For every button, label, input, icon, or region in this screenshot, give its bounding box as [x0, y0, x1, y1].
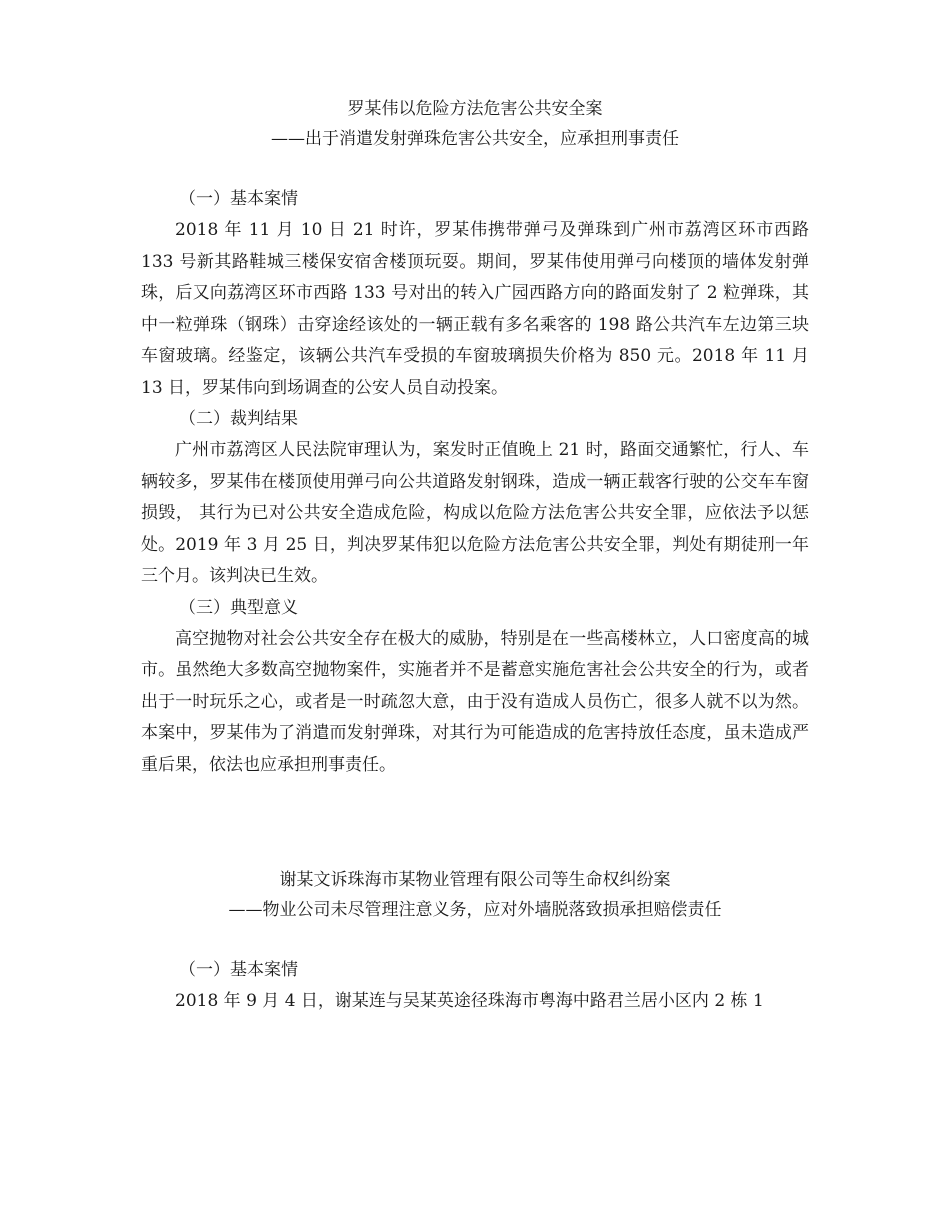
case1-title: 罗某伟以危险方法危害公共安全案 [347, 99, 603, 119]
case2-subtitle: ——物业公司未尽管理注意义务，应对外墙脱落致损承担赔偿责任 [228, 900, 722, 920]
case1-judgment-heading: （二）裁判结果 [179, 409, 298, 429]
case-section-1 [141, 94, 809, 781]
case1-significance-text: 高空抛物对社会公共安全存在极大的威胁，特别是在一些高楼林立，人口密度高的城市。虽然绝大多数高空抛物案件，实施者并不是蓄意实施危害社会公共安全的行为，或者出于一时玩乐之心，或者是一时疏忽大意，由于没有造成人员伤亡，很多人就不以为然。本案中，罗某伟为了消遣而发射弹珠，对其行为可能造成的危害持放任态度，虽未造成严重后果，依法也应承担刑事责任。 [141, 628, 809, 775]
section-spacer [141, 781, 809, 865]
case1-basic-facts-text: 2018 年 11 月 10 日 21 时许，罗某伟携带弹弓及弹珠到广州市荔湾区环市西路 133 号新其路鞋城三楼保安宿舍楼顶玩耍。期间，罗某伟使用弹弓向楼顶的墙体发射弹珠，后又向荔湾区环市西路 133 号对出的转入广园西路方向的路面发射了 2 粒弹珠，其中一粒弹珠（钢珠）击穿途经该处的一辆正载有多名乘客的 198 路公共汽车左边第三块车窗玻璃。经鉴定，该辆公共汽车受损的车窗玻璃损失价格为 850 元。2018 年 11 月 13 日，罗某伟向到场调查的公安人员自动投案。 [141, 220, 809, 398]
case2-basic-facts-heading: （一）基本案情 [179, 960, 298, 980]
document-content [141, 94, 809, 1018]
case1-basic-facts-heading: （一）基本案情 [179, 189, 298, 209]
case1-subtitle: ——出于消遣发射弹珠危害公共安全，应承担刑事责任 [271, 129, 679, 149]
case1-judgment-text: 广州市荔湾区人民法院审理认为，案发时正值晚上 21 时，路面交通繁忙，行人、车辆较多，罗某伟在楼顶使用弹弓向公共道路发射钢珠，造成一辆正载客行驶的公交车车窗损毁， 其行为已对公共安全造成危险，构成以危险方法危害公共安全罪，应依法予以惩处。2019 年 3 月 25 日，判决罗某伟犯以危险方法危害公共安全罪，判处有期徒刑一年三个月。该判决已生效。 [141, 440, 809, 586]
case1-significance-heading: （三）典型意义 [179, 597, 298, 618]
case2-basic-facts-text: 2018 年 9 月 4 日，谢某连与吴某英途径珠海市粤海中路君兰居小区内 2 栋 1 [175, 991, 764, 1011]
case2-title: 谢某文诉珠海市某物业管理有限公司等生命权纠纷案 [279, 870, 671, 890]
case-section-2 [141, 865, 809, 1018]
